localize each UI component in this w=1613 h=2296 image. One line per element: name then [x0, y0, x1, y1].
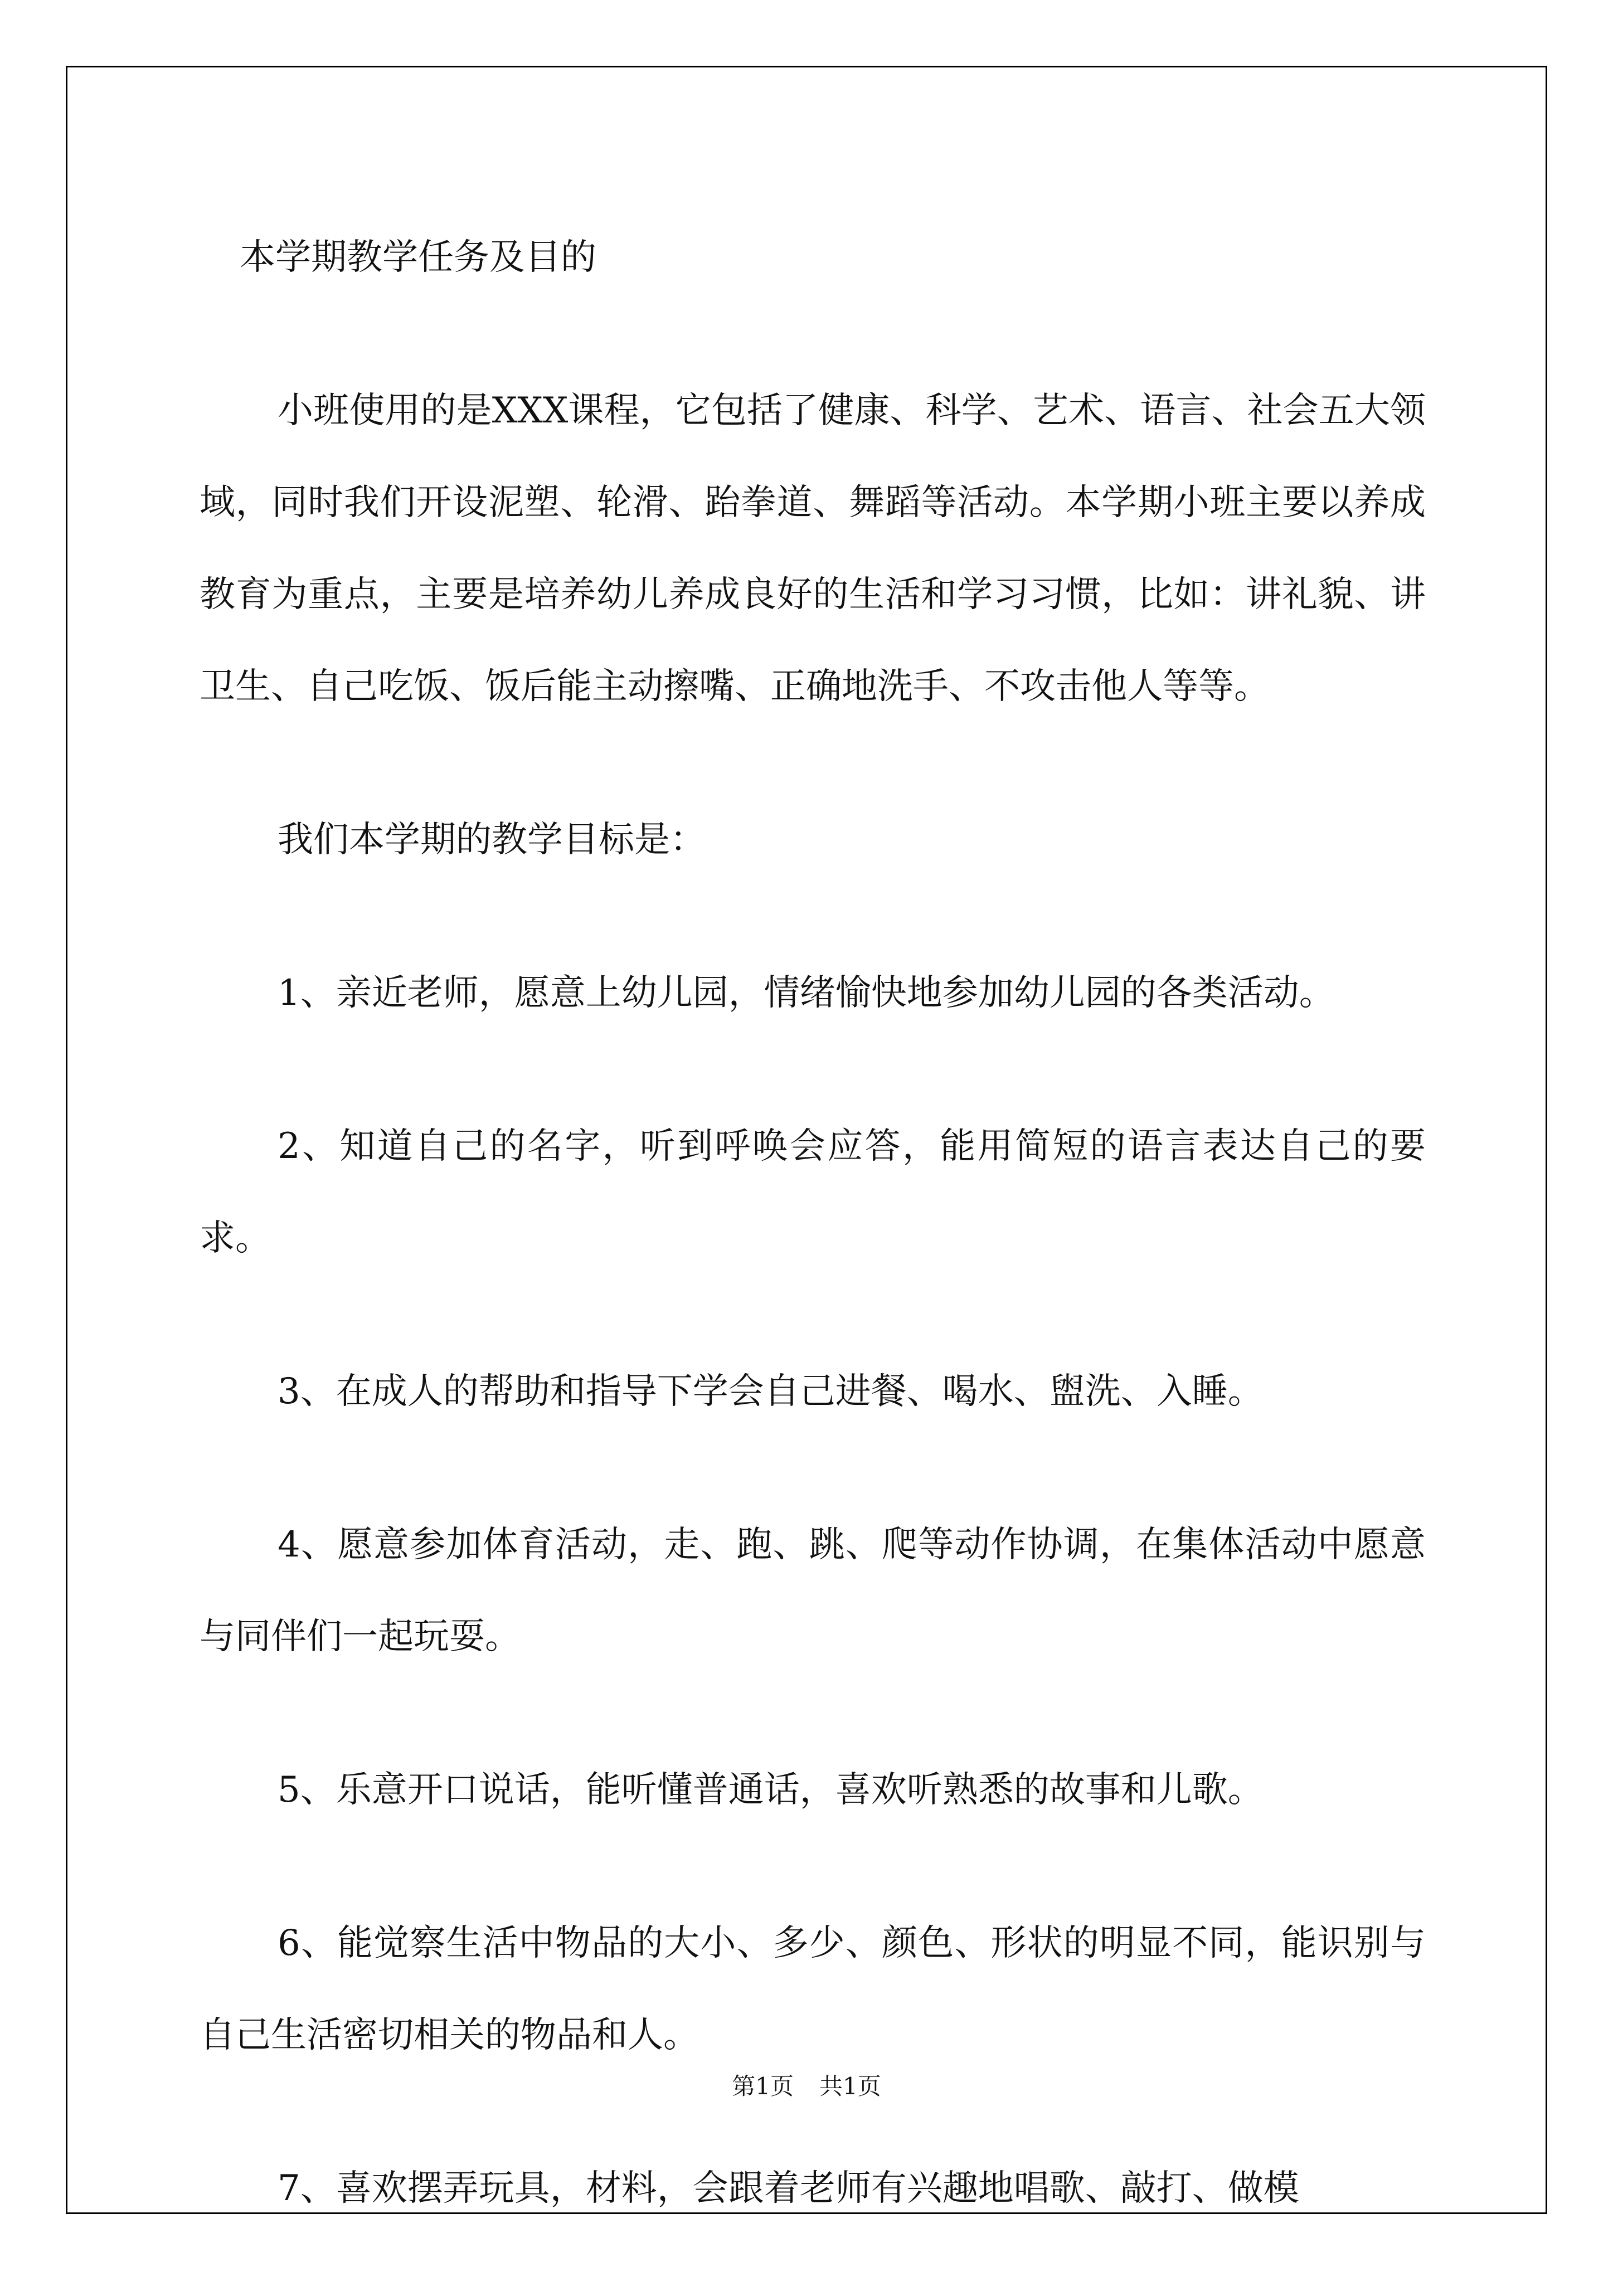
goal-item-3: 3、在成人的帮助和指导下学会自己进餐、喝水、盥洗、入睡。 [278, 1371, 1264, 1412]
goal-item-6: 6、能觉察生活中物品的大小、多少、颜色、形状的明显不同，能识别与自己生活密切相关的物品和人。 [200, 1923, 1426, 2056]
page-footer [0, 2070, 1613, 2103]
paragraph-goals-heading: 我们本学期的教学目标是： [278, 819, 706, 860]
goal-item-2: 2、知道自己的名字，听到呼唤会应答，能用简短的语言表达自己的要求。 [200, 1126, 1426, 1259]
goal-item-5: 5、乐意开口说话，能听懂普通话，喜欢听熟悉的故事和儿歌。 [278, 1769, 1264, 1811]
goal-item-7: 7、喜欢摆弄玩具，材料，会跟着老师有兴趣地唱歌、敲打、做模 [278, 2168, 1299, 2209]
document-title: 本学期教学任务及目的 [240, 237, 596, 278]
goal-item-1: 1、亲近老师，愿意上幼儿园，情绪愉快地参加幼儿园的各类活动。 [278, 972, 1335, 1014]
page-number: 第1页 [732, 2073, 794, 2100]
document-body [200, 212, 1426, 2296]
paragraph-intro: 小班使用的是XXX课程，它包括了健康、科学、艺术、语言、社会五大领域，同时我们开设泥塑、轮滑、跆拳道、舞蹈等活动。本学期小班主要以养成教育为重点，主要是培养幼儿养成良好的生活和学习习惯，比如：讲礼貌、讲卫生、自己吃饭、饭后能主动擦嘴、正确地洗手、不攻击他人等等。 [200, 390, 1426, 707]
page-total: 共1页 [819, 2073, 881, 2100]
goal-item-4: 4、愿意参加体育活动，走、跑、跳、爬等动作协调，在集体活动中愿意与同伴们一起玩耍。 [200, 1524, 1426, 1657]
